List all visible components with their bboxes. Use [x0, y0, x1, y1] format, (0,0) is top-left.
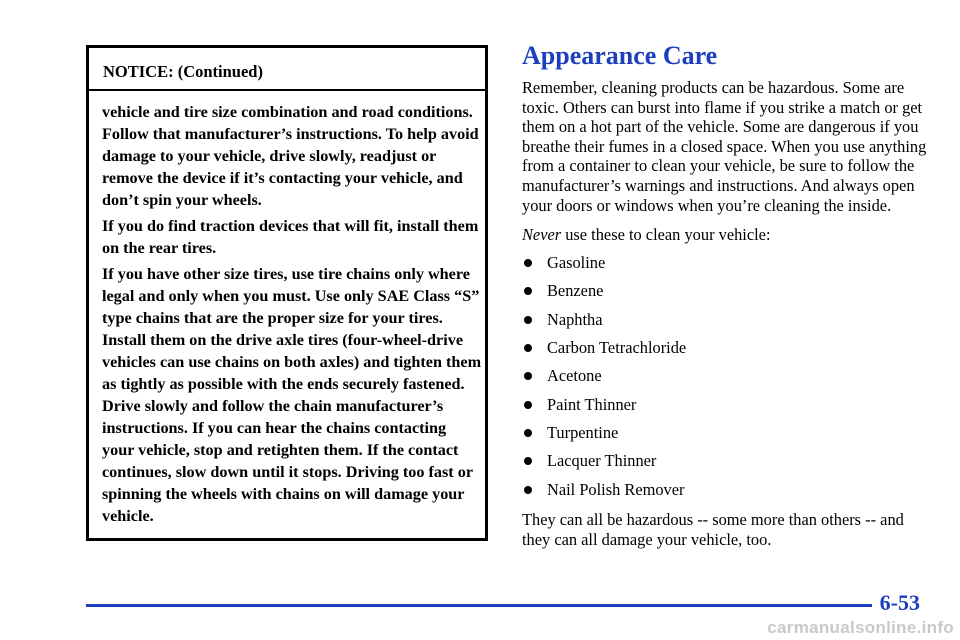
- list-item: [522, 366, 932, 394]
- never-rest: use these to clean your vehicle:: [561, 225, 771, 245]
- page-number: 6-53: [879, 590, 920, 615]
- bullet-icon: [524, 457, 532, 465]
- notice-paragraph: vehicle and tire size combination and road conditions. Follow that manufacturer’s instructions. To help avoid damage to your vehicle, drive slowly, readjust or remove the device if it’s contacting your vehicle, and don’t spin your wheels.: [102, 103, 479, 209]
- bullet-icon: [524, 486, 532, 494]
- never-line: [522, 225, 932, 245]
- bullet-icon: [524, 316, 532, 324]
- list-item: [522, 338, 932, 366]
- notice-heading: NOTICE: (Continued): [103, 62, 263, 81]
- list-item-label: Gasoline: [547, 252, 606, 272]
- bullet-icon: [524, 429, 532, 437]
- bullet-icon: [524, 401, 532, 409]
- watermark: carmanualsonline.info: [767, 618, 954, 637]
- bullet-icon: [524, 372, 532, 380]
- notice-divider: [89, 89, 485, 91]
- list-item-label: Turpentine: [547, 423, 619, 443]
- never-word: Never: [522, 225, 562, 245]
- list-item: [522, 253, 932, 281]
- list-item-label: Lacquer Thinner: [547, 451, 657, 471]
- notice-body: [102, 101, 482, 531]
- list-item: [522, 480, 932, 508]
- list-item-label: Paint Thinner: [547, 394, 637, 414]
- notice-paragraph: If you have other size tires, use tire chains only where legal and only when you must. Use only SAE Class “S” type chains that are the proper size for your tires. Install them on the drive axle tires (four-wheel-drive vehicles can use chains on both axles) and tighten them as tightly as possible with the ends securely fastened. Drive slowly and follow the chain manufacturer’s instructions. If you can hear the chains contacting your vehicle, stop and retighten them. If the contact continues, slow down until it stops. Driving too fast or spinning the wheels with chains on will damage your vehicle.: [102, 265, 482, 525]
- intro-paragraph: Remember, cleaning products can be hazardous. Some are toxic. Others can burst into flame if you strike a match or get them on a hot part of the vehicle. Some are dangerous if you breathe their fumes in a closed space. When you use anything from a container to clean your vehicle, be sure to follow the manufacturer’s warnings and instructions. And always open your doors or windows when you’re cleaning the inside.: [522, 78, 927, 215]
- notice-box: [86, 45, 488, 541]
- notice-paragraph: If you do find traction devices that will fit, install them on the rear tires.: [102, 217, 479, 257]
- closing-paragraph: They can all be hazardous -- some more than others -- and they can all damage your vehicle, too.: [522, 510, 904, 549]
- list-item-label: Acetone: [547, 366, 602, 386]
- list-item: [522, 281, 932, 309]
- list-item: [522, 451, 932, 479]
- list-item: [522, 423, 932, 451]
- appearance-care-section: [522, 40, 932, 549]
- footer-rule: [86, 604, 872, 607]
- bullet-icon: [524, 259, 532, 267]
- bullet-icon: [524, 287, 532, 295]
- list-item-label: Benzene: [547, 281, 604, 301]
- list-item-label: Nail Polish Remover: [547, 479, 685, 499]
- list-item-label: Carbon Tetrachloride: [547, 337, 687, 357]
- list-item: [522, 310, 932, 338]
- section-title: Appearance Care: [522, 41, 718, 70]
- cleaning-hazards-list: [522, 253, 932, 509]
- list-item-label: Naphtha: [547, 309, 603, 329]
- list-item: [522, 395, 932, 423]
- bullet-icon: [524, 344, 532, 352]
